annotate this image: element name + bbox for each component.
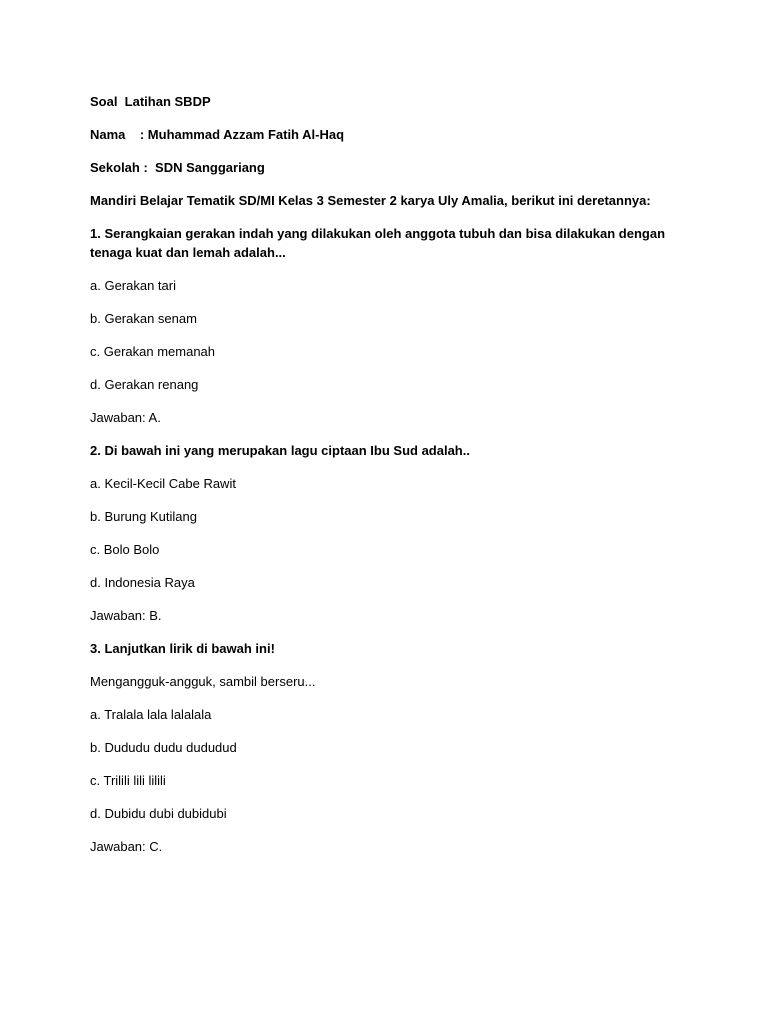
answer-text: Jawaban: C.: [90, 839, 163, 854]
school-name: Sekolah : SDN Sanggariang: [90, 160, 265, 175]
option-c: c. Bolo Bolo: [90, 542, 160, 557]
intro-text: Mandiri Belajar Tematik SD/MI Kelas 3 Semester 2 karya Uly Amalia, berikut ini deretannya:: [90, 193, 651, 208]
question-text: 3. Lanjutkan lirik di bawah ini!: [90, 641, 275, 656]
option-b: b. Burung Kutilang: [90, 509, 197, 524]
option-d: d. Dubidu dubi dubidubi: [90, 806, 227, 821]
question-text: 2. Di bawah ini yang merupakan lagu ciptaan Ibu Sud adalah..: [90, 443, 470, 458]
answer-text: Jawaban: B.: [90, 608, 162, 623]
option-c: c. Trilili lili lilili: [90, 773, 166, 788]
lyric-prompt: Mengangguk-angguk, sambil berseru...: [90, 674, 316, 689]
option-c: c. Gerakan memanah: [90, 344, 216, 359]
option-b: b. Gerakan senam: [90, 311, 197, 326]
student-name: Nama : Muhammad Azzam Fatih Al-Haq: [90, 127, 345, 142]
option-a: a. Tralala lala lalalala: [90, 707, 212, 722]
question-text: 1. Serangkaian gerakan indah yang dilakukan oleh anggota tubuh dan bisa dilakukan dengan tenaga kuat dan lemah adalah...: [90, 226, 669, 260]
option-a: a. Gerakan tari: [90, 278, 176, 293]
question-2: [90, 441, 690, 625]
answer-text: Jawaban: A.: [90, 410, 161, 425]
option-d: d. Indonesia Raya: [90, 575, 195, 590]
question-3: [90, 639, 690, 856]
question-1: [90, 224, 690, 427]
document-page: [90, 92, 690, 870]
option-b: b. Dududu dudu dududud: [90, 740, 237, 755]
option-d: d. Gerakan renang: [90, 377, 199, 392]
document-title: Soal Latihan SBDP: [90, 94, 211, 109]
option-a: a. Kecil-Kecil Cabe Rawit: [90, 476, 236, 491]
